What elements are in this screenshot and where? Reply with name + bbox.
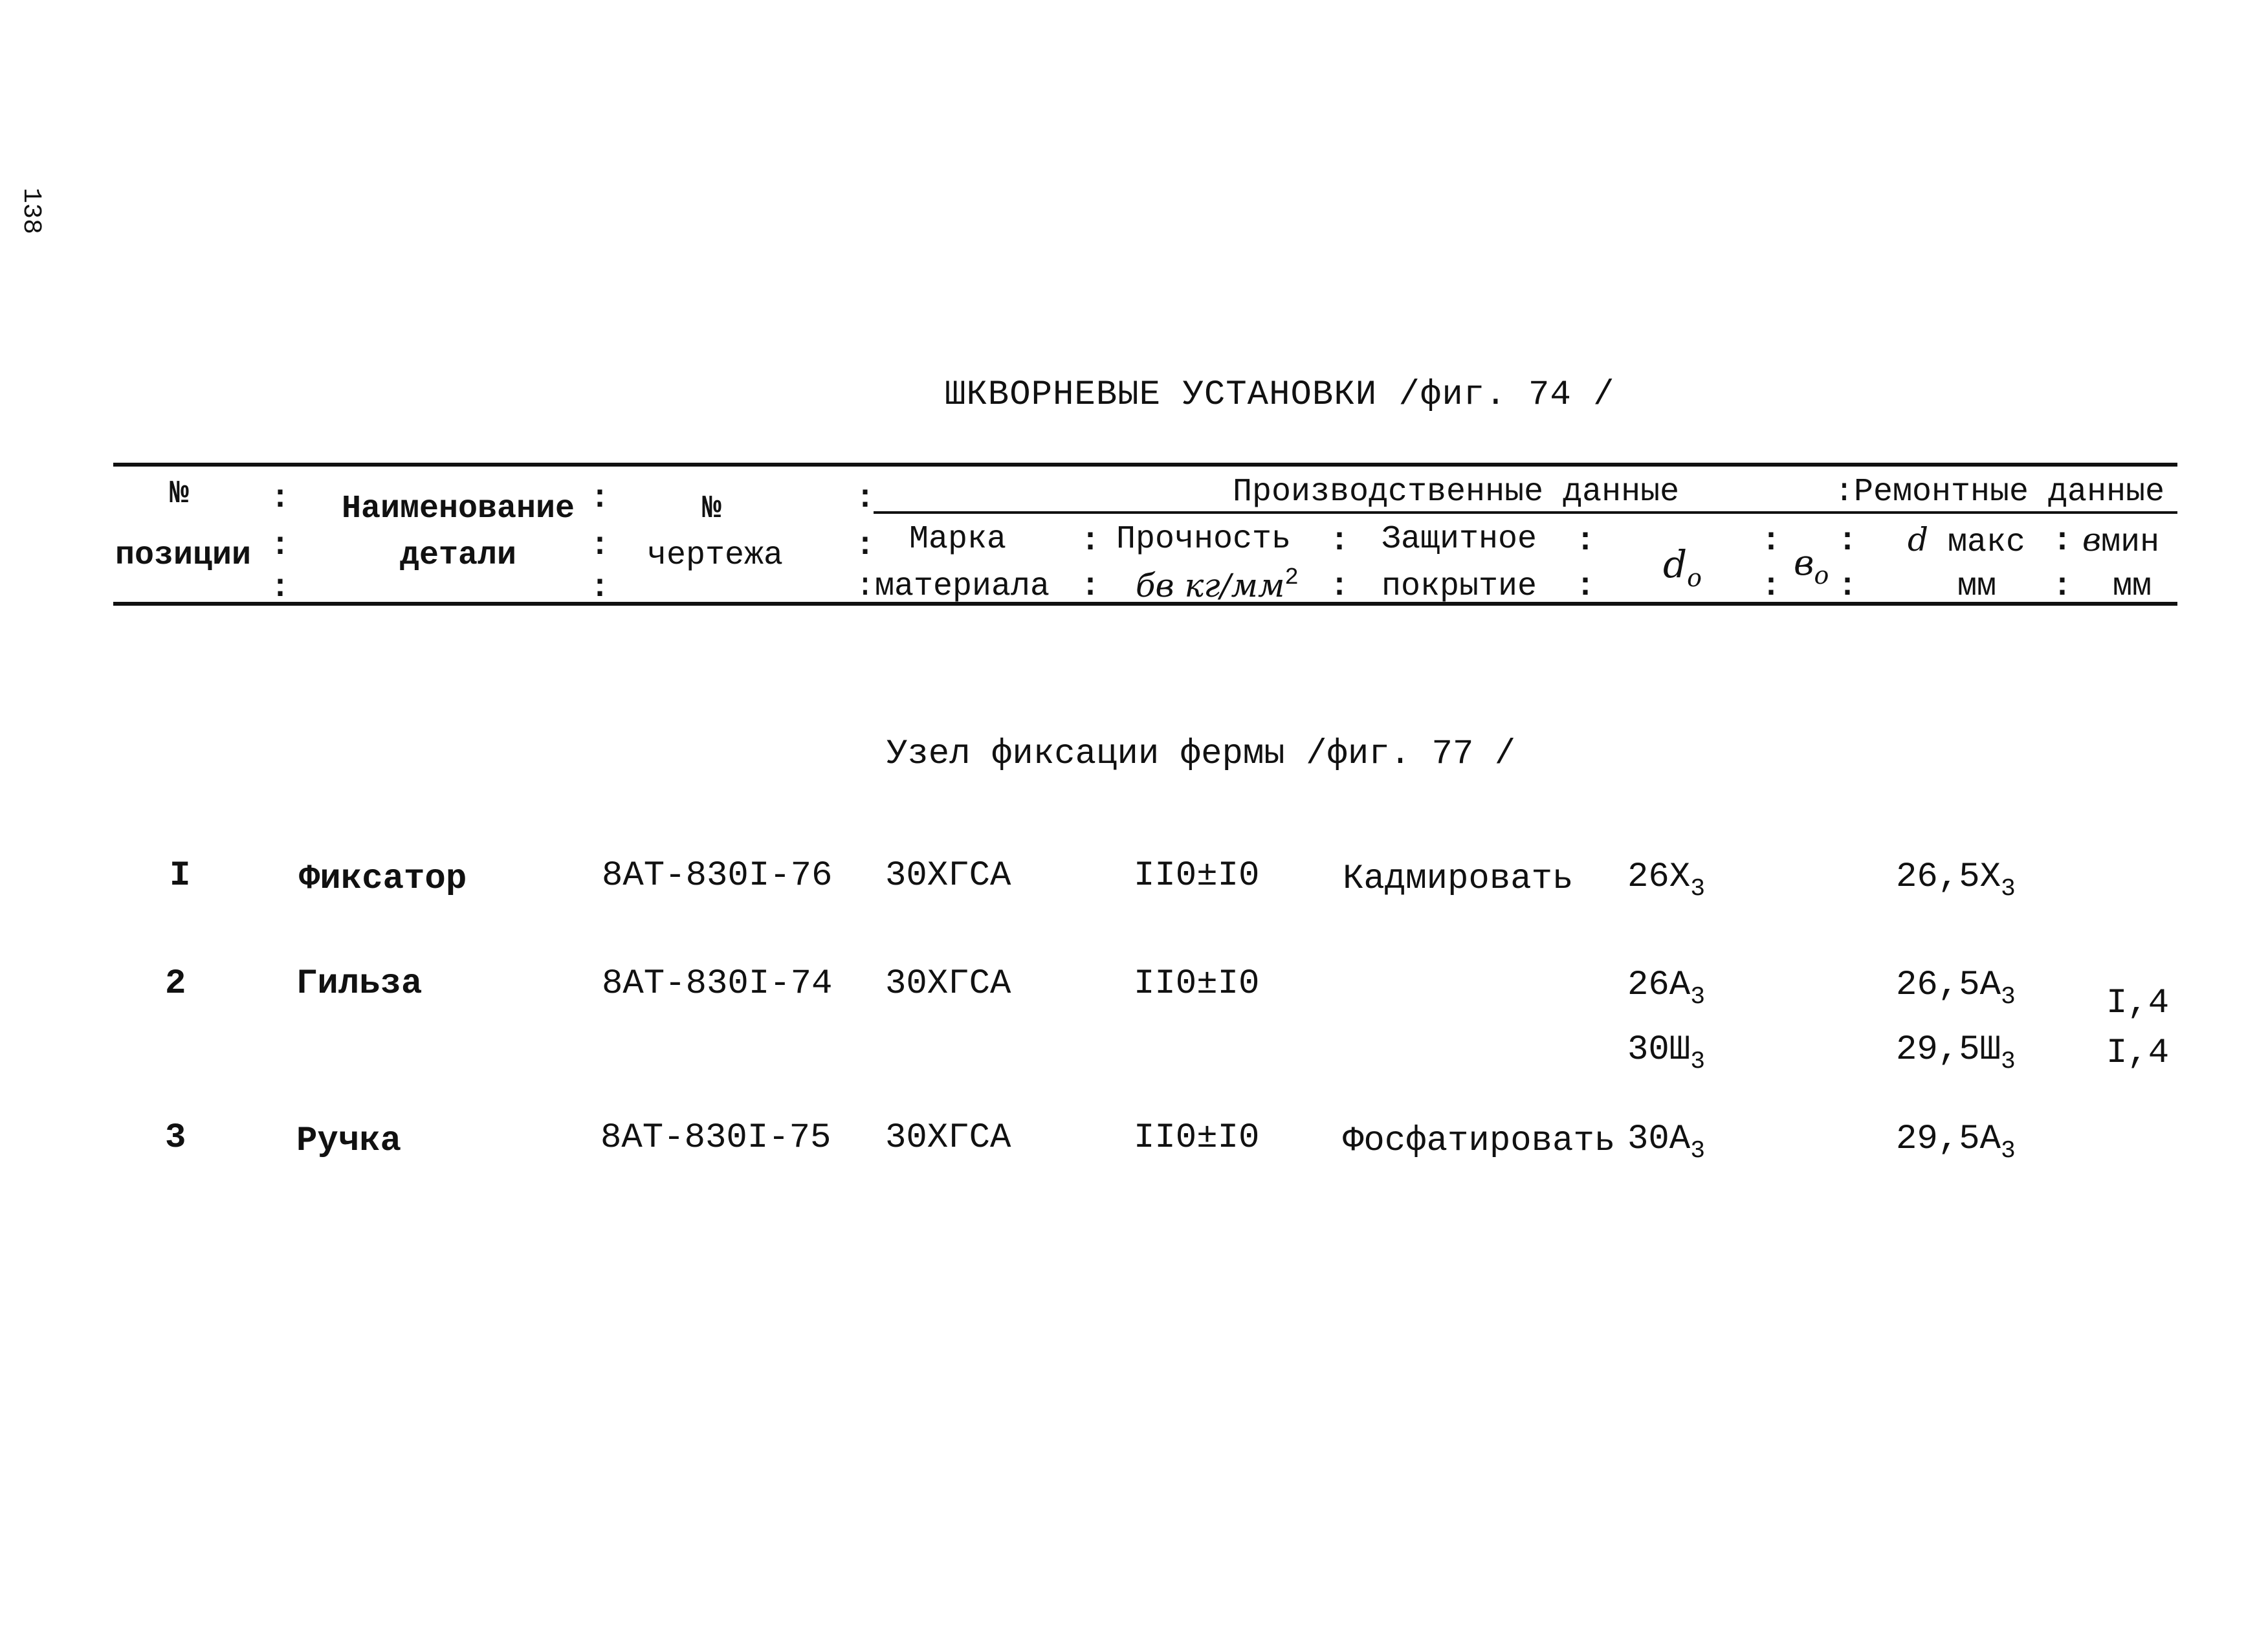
row1-drawing: 8АТ-830I-76 [602, 856, 833, 896]
header-sep-1b: : [270, 527, 291, 564]
header-sep-1a: : [270, 480, 291, 517]
header-sep-3a: : [855, 480, 875, 517]
header-sep-2a: : [590, 480, 610, 517]
header-group-rule [874, 511, 2177, 514]
header-sep-8a: : [1838, 523, 1858, 560]
dmax-symbol: d [1908, 521, 1929, 558]
header-sep-6a: : [1576, 523, 1596, 560]
row3-drawing: 8АТ-830I-75 [600, 1118, 831, 1158]
row1-coating: Кадмировать [1343, 859, 1574, 899]
row2-bmin-a: I,4 [2106, 984, 2170, 1023]
header-material-line1: Марка [909, 521, 1007, 558]
header-sep-1c: : [270, 569, 291, 606]
header-position-no: № [170, 476, 190, 513]
header-sep-8b: : [1838, 568, 1858, 605]
page-title: ШКВОРНЕВЫЕ УСТАНОВКИ /фиг. 74 / [945, 375, 1615, 415]
header-production-group: Производственные данные [1233, 474, 1680, 511]
header-dmax-unit: мм [1957, 568, 1997, 605]
strength-symbol: бв кг/мм [1136, 567, 1285, 604]
header-sep-4b: : [1081, 568, 1101, 605]
header-position-label: позиции [115, 537, 252, 574]
header-bmin-unit: мм [2113, 568, 2152, 605]
header-repair-group: :Ремонтные данные [1834, 474, 2165, 511]
row2-d0-b: $30Ш_3$ [1627, 1030, 1706, 1076]
row2-drawing: 8АТ-830I-74 [602, 964, 833, 1004]
header-dmax-line1: d макс [1908, 521, 2026, 561]
row2-dmax-b: $29,5Ш_3$ [1896, 1030, 2016, 1076]
row1-name: Фиксатор [299, 859, 467, 899]
header-sep-9a: : [2053, 523, 2073, 560]
header-sep-5a: : [1330, 523, 1350, 560]
section-title: Узел фиксации фермы /фиг. 77 / [886, 734, 1516, 774]
header-sep-9b: : [2053, 568, 2073, 605]
row2-d0-a: $26А_3$ [1627, 966, 1706, 1011]
header-sep-7a: : [1761, 523, 1781, 560]
header-name-line1: Наименование [342, 491, 575, 527]
header-name-line2: детали [400, 537, 517, 574]
header-b0: $в_o$ [1794, 542, 1829, 590]
header-top-rule [113, 463, 2177, 467]
header-drawing-label: чертежа [647, 537, 784, 574]
page-number: 138 [16, 188, 45, 235]
header-material-line2: :материала [855, 568, 1050, 605]
header-drawing-no: № [702, 491, 722, 527]
row2-name: Гильза [296, 964, 423, 1004]
row2-material: 30ХГСА [885, 964, 1011, 1004]
header-sep-5b: : [1330, 568, 1350, 605]
bmin-symbol: в [2082, 521, 2102, 558]
row2-dmax-a: $26,5А_3$ [1896, 966, 2016, 1011]
row3-dmax: $29,5А_3$ [1896, 1120, 2016, 1165]
header-sep-6b: : [1576, 568, 1596, 605]
row1-d0: $26Х_3$ [1627, 857, 1706, 903]
row1-material: 30ХГСА [885, 856, 1011, 896]
row3-coating: Фосфатировать [1343, 1121, 1616, 1161]
row2-position: 2 [165, 964, 186, 1004]
row1-position: I [170, 856, 191, 896]
header-sep-3b: : [855, 527, 875, 564]
row1-dmax: $26,5Х_3$ [1896, 857, 2016, 903]
header-bmin-line1: вмин [2082, 521, 2160, 561]
header-strength-line2 [1136, 564, 1299, 607]
header-d0: $d_o$ [1663, 542, 1702, 592]
header-sep-7b: : [1761, 568, 1781, 605]
row2-strength: II0±I0 [1134, 964, 1260, 1004]
header-strength-line1: Прочность [1116, 521, 1292, 558]
row3-position: 3 [165, 1118, 186, 1158]
row3-d0: $30А_3$ [1627, 1120, 1706, 1165]
header-sep-2b: : [590, 527, 610, 564]
strength-sup: 2 [1284, 564, 1299, 591]
row3-name: Ручка [296, 1121, 402, 1161]
row3-material: 30ХГСА [885, 1118, 1011, 1158]
header-coating-line2: покрытие [1382, 568, 1537, 605]
header-sep-2c: : [590, 569, 610, 606]
row2-bmin-b: I,4 [2106, 1033, 2170, 1073]
header-sep-4a: : [1081, 523, 1101, 560]
row1-strength: II0±I0 [1134, 856, 1260, 896]
header-coating-line1: Защитное [1382, 521, 1537, 558]
row3-strength: II0±I0 [1134, 1118, 1260, 1158]
